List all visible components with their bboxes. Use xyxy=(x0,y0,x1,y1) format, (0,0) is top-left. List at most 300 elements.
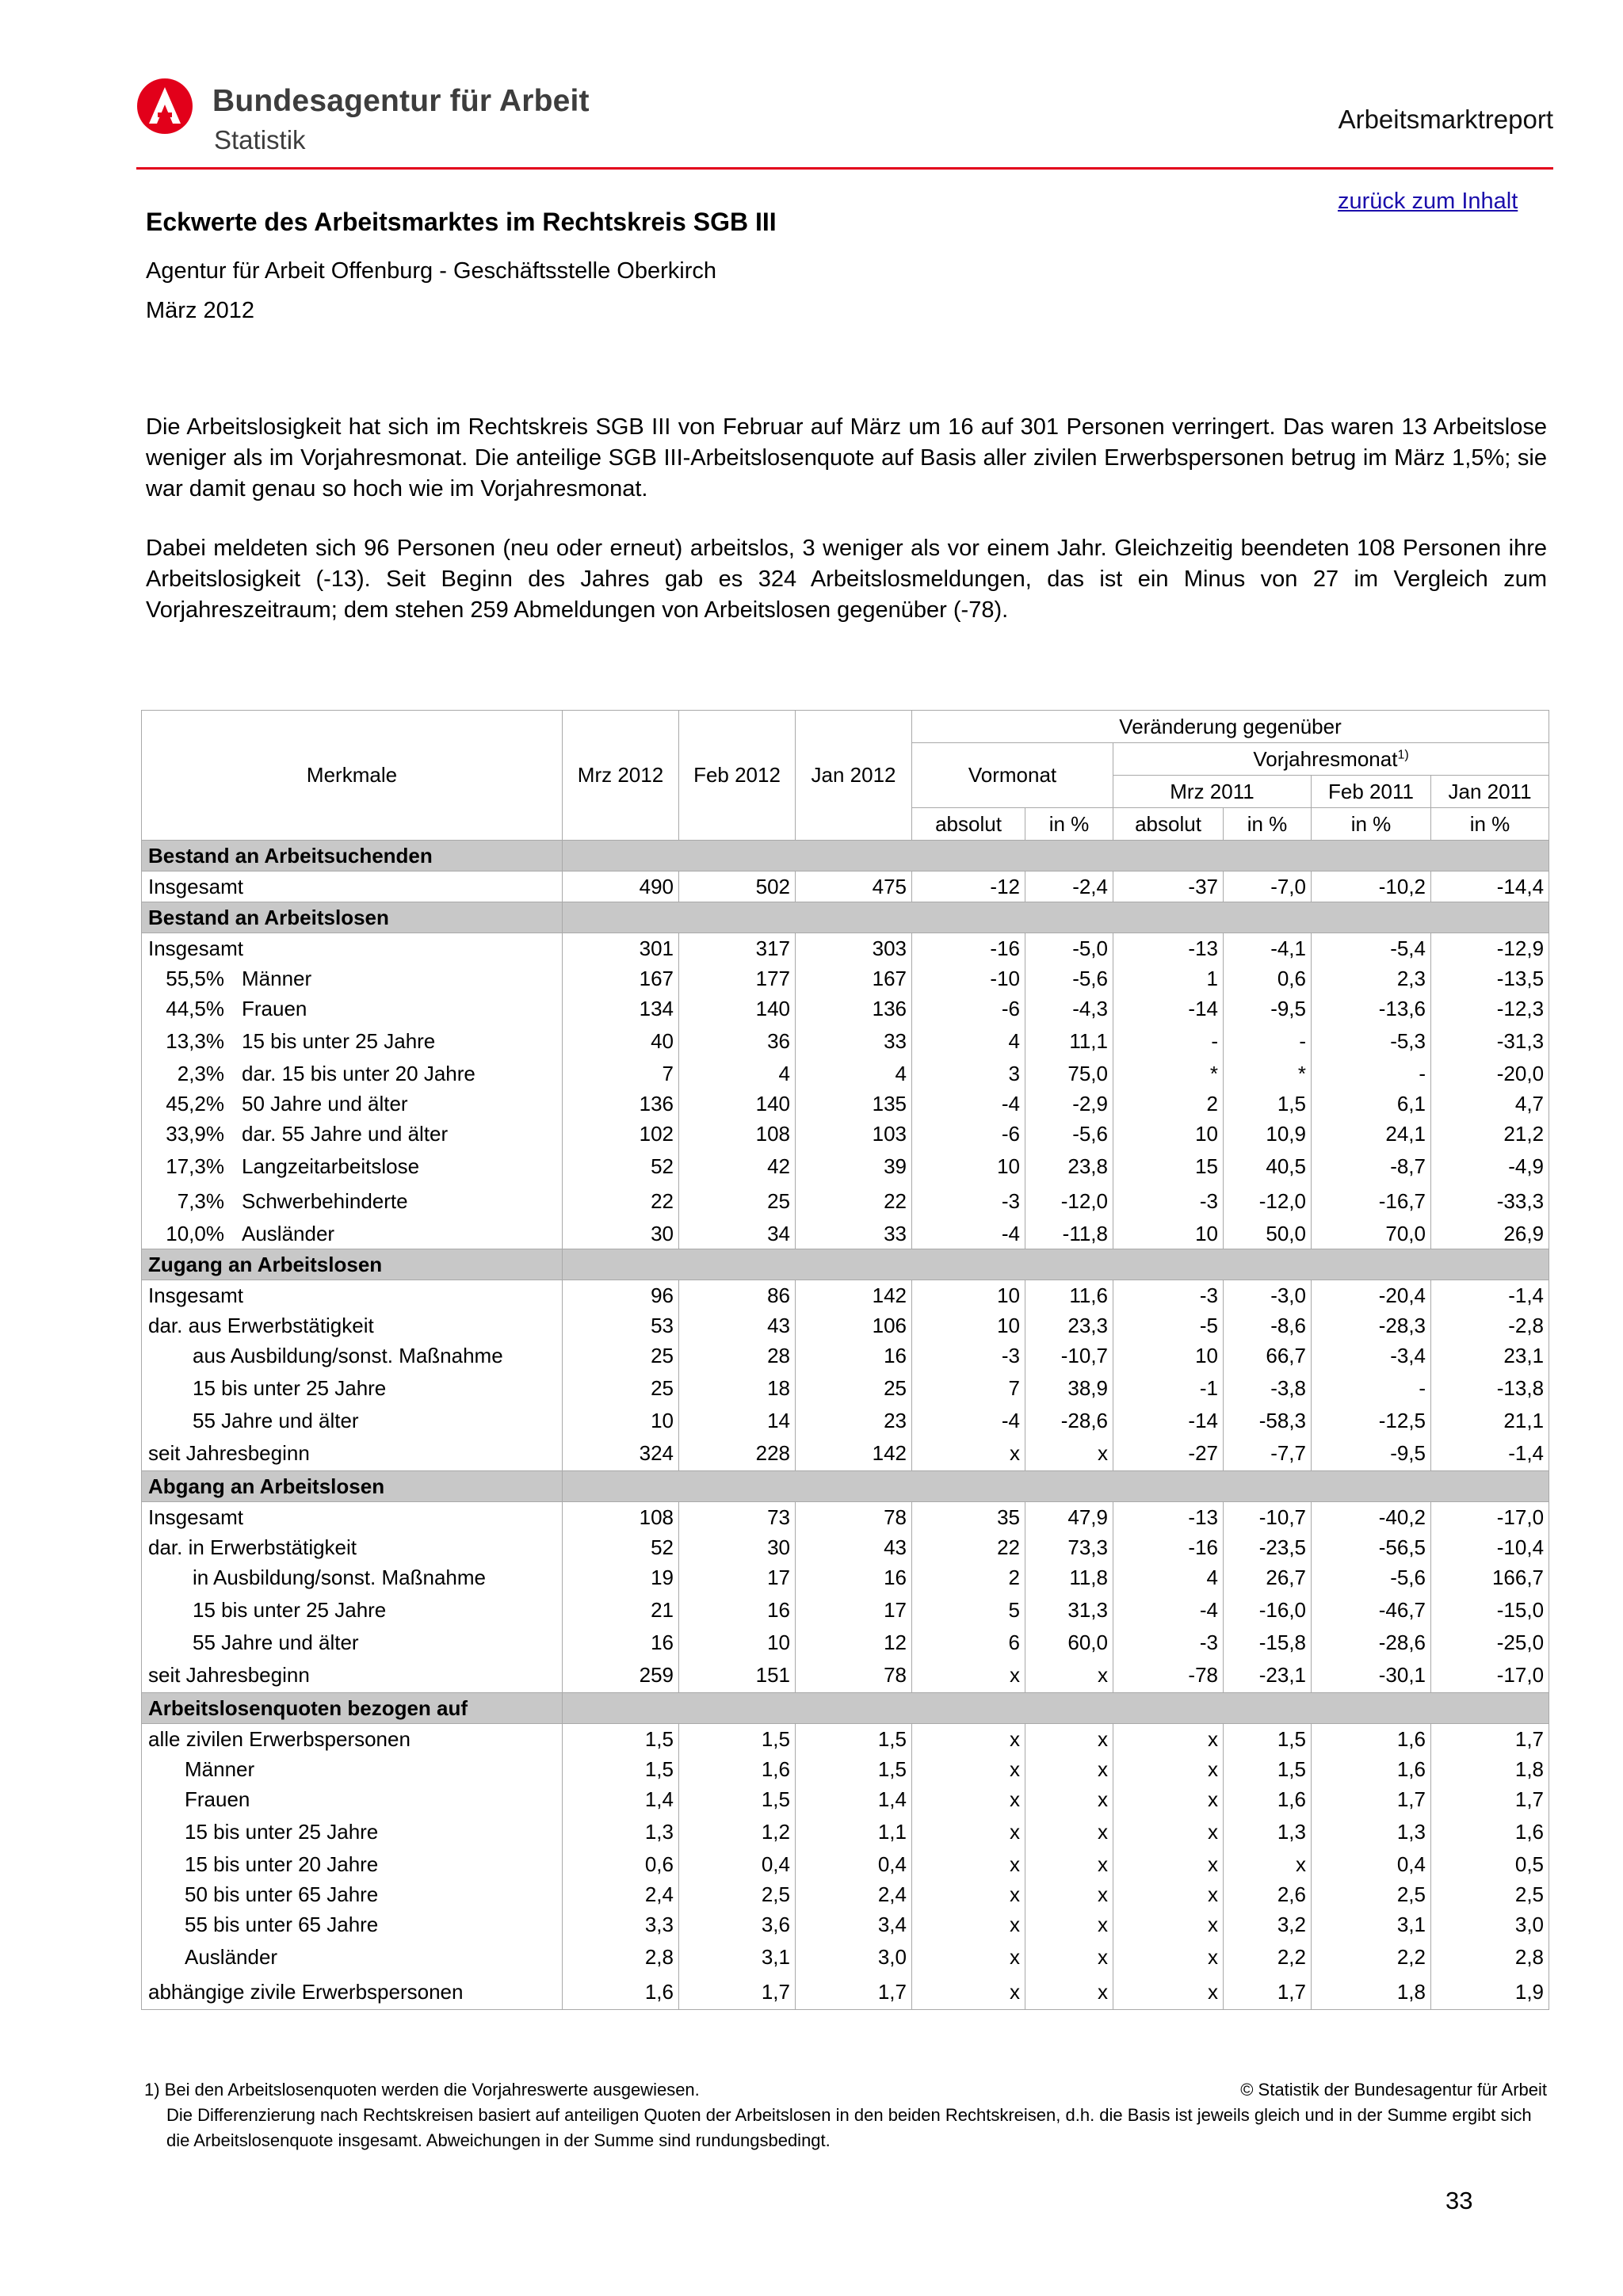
table-cell: 136 xyxy=(563,1089,679,1119)
agency-subtitle: Agentur für Arbeit Offenburg - Geschäftsstelle Oberkirch xyxy=(146,258,716,284)
table-cell: 3,1 xyxy=(679,1939,796,1974)
table-cell: 28 xyxy=(679,1341,796,1371)
header-in-pct: in % xyxy=(1312,808,1431,841)
table-cell: 1,2 xyxy=(679,1814,796,1849)
page-title: Eckwerte des Arbeitsmarktes im Rechtskreis SGB III xyxy=(146,208,777,236)
table-cell: 167 xyxy=(563,963,679,994)
table-cell: 21 xyxy=(563,1592,679,1627)
share-percent: 45,2% xyxy=(166,1091,224,1116)
row-label xyxy=(142,933,563,964)
table-cell: 52 xyxy=(563,1149,679,1184)
table-cell: 36 xyxy=(679,1024,796,1058)
table-cell: 34 xyxy=(679,1219,796,1249)
row-label-text: Insgesamt xyxy=(148,1283,243,1307)
table-cell: 40 xyxy=(563,1024,679,1058)
row-label xyxy=(142,963,563,994)
row-label xyxy=(142,1849,563,1879)
table-cell: 3,2 xyxy=(1224,1909,1312,1939)
table-cell: 1,9 xyxy=(1431,1974,1549,2010)
share-percent: 7,3% xyxy=(177,1188,224,1213)
header-absolut: absolut xyxy=(912,808,1025,841)
table-cell: -4 xyxy=(912,1405,1025,1436)
table-cell: 140 xyxy=(679,994,796,1024)
row-label-text: in Ausbildung/sonst. Maßnahme xyxy=(193,1565,486,1589)
table-row xyxy=(142,1909,1549,1939)
table-cell: 12 xyxy=(796,1627,912,1657)
labor-market-table xyxy=(141,710,1549,2010)
table-row xyxy=(142,871,1549,902)
table-cell: -10,7 xyxy=(1025,1341,1113,1371)
row-label-text: dar. 55 Jahre und älter xyxy=(242,1121,449,1146)
table-cell: -3 xyxy=(1113,1184,1224,1219)
table-cell: 35 xyxy=(912,1502,1025,1533)
header-feb-2012: Feb 2012 xyxy=(679,711,796,841)
row-label xyxy=(142,1657,563,1693)
section-header-row xyxy=(142,1471,1549,1502)
table-cell: 4,7 xyxy=(1431,1089,1549,1119)
table-cell: 108 xyxy=(679,1119,796,1149)
table-cell: x xyxy=(912,1724,1025,1755)
table-cell: 16 xyxy=(796,1341,912,1371)
table-cell: 6,1 xyxy=(1312,1089,1431,1119)
page-number: 33 xyxy=(1445,2187,1473,2214)
row-label xyxy=(142,1280,563,1311)
section-header-row xyxy=(142,1249,1549,1280)
table-cell: x xyxy=(1113,1814,1224,1849)
table-row xyxy=(142,1280,1549,1311)
table-cell: x xyxy=(1113,1849,1224,1879)
row-label xyxy=(142,1784,563,1814)
table-cell: -12,5 xyxy=(1312,1405,1431,1436)
table-cell: -28,3 xyxy=(1312,1310,1431,1341)
table-cell: 22 xyxy=(563,1184,679,1219)
header-in-pct: in % xyxy=(1025,808,1113,841)
table-cell: 25 xyxy=(563,1371,679,1405)
table-cell: 1,7 xyxy=(1431,1724,1549,1755)
table-cell: 26,7 xyxy=(1224,1562,1312,1592)
table-cell: -5,0 xyxy=(1025,933,1113,964)
row-label xyxy=(142,1310,563,1341)
table-cell: 135 xyxy=(796,1089,912,1119)
row-label-text: Schwerbehinderte xyxy=(242,1188,408,1213)
table-cell: 22 xyxy=(912,1532,1025,1562)
table-cell: x xyxy=(912,1974,1025,2010)
table-cell: 31,3 xyxy=(1025,1592,1113,1627)
table-cell: 2,5 xyxy=(1312,1879,1431,1909)
share-percent: 55,5% xyxy=(166,966,224,990)
table-cell: -17,0 xyxy=(1431,1502,1549,1533)
table-cell: x xyxy=(1113,1939,1224,1974)
table-cell: x xyxy=(1025,1849,1113,1879)
table-cell: 1,5 xyxy=(796,1754,912,1784)
table-cell: 1,3 xyxy=(1224,1814,1312,1849)
table-row xyxy=(142,1502,1549,1533)
table-cell: 1,7 xyxy=(1312,1784,1431,1814)
table-cell: 10 xyxy=(563,1405,679,1436)
table-cell: -28,6 xyxy=(1025,1405,1113,1436)
table-cell: -8,7 xyxy=(1312,1149,1431,1184)
table-cell: 1,5 xyxy=(679,1724,796,1755)
table-row xyxy=(142,1814,1549,1849)
row-label-text: dar. in Erwerbstätigkeit xyxy=(148,1535,357,1559)
table-cell: -9,5 xyxy=(1312,1436,1431,1471)
table-cell: -6 xyxy=(912,1119,1025,1149)
table-cell: 53 xyxy=(563,1310,679,1341)
table-cell: -17,0 xyxy=(1431,1657,1549,1693)
table-cell: -4,3 xyxy=(1025,994,1113,1024)
table-cell: x xyxy=(912,1939,1025,1974)
table-cell: x xyxy=(1025,1657,1113,1693)
table-cell: 5 xyxy=(912,1592,1025,1627)
table-cell: 103 xyxy=(796,1119,912,1149)
table-row xyxy=(142,1532,1549,1562)
table-cell: x xyxy=(912,1436,1025,1471)
row-label xyxy=(142,1405,563,1436)
table-cell: 2,5 xyxy=(1431,1879,1549,1909)
row-label-text: alle zivilen Erwerbspersonen xyxy=(148,1726,411,1751)
row-label-text: Insgesamt xyxy=(148,936,243,960)
row-label xyxy=(142,1939,563,1974)
report-label: Arbeitsmarktreport xyxy=(1338,105,1553,134)
table-cell: -16 xyxy=(1113,1532,1224,1562)
row-label xyxy=(142,871,563,902)
header-merkmale: Merkmale xyxy=(142,711,563,841)
table-cell: 16 xyxy=(679,1592,796,1627)
table-cell: 1,8 xyxy=(1312,1974,1431,2010)
table-cell: 19 xyxy=(563,1562,679,1592)
table-cell: x xyxy=(912,1784,1025,1814)
table-cell: -6 xyxy=(912,994,1025,1024)
row-label-text: Männer xyxy=(185,1756,255,1781)
table-cell: 3,1 xyxy=(1312,1909,1431,1939)
table-cell: -13,6 xyxy=(1312,994,1431,1024)
table-cell: 2 xyxy=(1113,1089,1224,1119)
table-cell: -3,8 xyxy=(1224,1371,1312,1405)
table-cell: 3,0 xyxy=(796,1939,912,1974)
table-cell: 3,3 xyxy=(563,1909,679,1939)
table-cell: -23,5 xyxy=(1224,1532,1312,1562)
row-label xyxy=(142,1724,563,1755)
section-header-row xyxy=(142,841,1549,871)
row-label-text: Männer xyxy=(242,966,312,990)
row-label-text: abhängige zivile Erwerbspersonen xyxy=(148,1979,464,2004)
table-cell: 17 xyxy=(679,1562,796,1592)
table-cell: 1,5 xyxy=(1224,1089,1312,1119)
table-cell: - xyxy=(1224,1024,1312,1058)
row-label-text: aus Ausbildung/sonst. Maßnahme xyxy=(193,1343,503,1367)
table-cell: 1,5 xyxy=(1224,1724,1312,1755)
table-cell: -13 xyxy=(1113,1502,1224,1533)
header-veraenderung: Veränderung gegenüber xyxy=(912,711,1549,743)
header-in-pct: in % xyxy=(1224,808,1312,841)
table-cell: 15 xyxy=(1113,1149,1224,1184)
section-header-row xyxy=(142,902,1549,933)
table-cell: x xyxy=(912,1909,1025,1939)
table-cell: 502 xyxy=(679,871,796,902)
table-cell: x xyxy=(912,1754,1025,1784)
table-cell: 22 xyxy=(796,1184,912,1219)
row-label xyxy=(142,1754,563,1784)
table-cell: 50,0 xyxy=(1224,1219,1312,1249)
row-label xyxy=(142,994,563,1024)
table-cell: -4,9 xyxy=(1431,1149,1549,1184)
row-label-text: 15 bis unter 25 Jahre xyxy=(193,1597,387,1622)
bundesagentur-logo-icon xyxy=(136,78,193,135)
row-label-text: dar. 15 bis unter 20 Jahre xyxy=(242,1061,475,1085)
table-cell: 30 xyxy=(563,1219,679,1249)
table-row xyxy=(142,1310,1549,1341)
table-cell: 106 xyxy=(796,1310,912,1341)
table-cell: 2,8 xyxy=(1431,1939,1549,1974)
table-cell: x xyxy=(1025,1974,1113,2010)
table-cell: x xyxy=(912,1657,1025,1693)
section-label: Arbeitslosenquoten bezogen auf xyxy=(142,1693,563,1724)
table-cell: -13,8 xyxy=(1431,1371,1549,1405)
row-label xyxy=(142,1879,563,1909)
row-label-text: dar. aus Erwerbstätigkeit xyxy=(148,1313,374,1337)
row-label xyxy=(142,1149,563,1184)
row-label-text: seit Jahresbeginn xyxy=(148,1440,310,1465)
table-cell: 1,6 xyxy=(1431,1814,1549,1849)
table-cell: x xyxy=(1025,1724,1113,1755)
header-mrz-2012: Mrz 2012 xyxy=(563,711,679,841)
table-cell: 136 xyxy=(796,994,912,1024)
table-cell: 10 xyxy=(679,1627,796,1657)
row-label xyxy=(142,1119,563,1149)
table-cell: 75,0 xyxy=(1025,1058,1113,1089)
table-cell: 14 xyxy=(679,1405,796,1436)
row-label xyxy=(142,1089,563,1119)
table-cell: -11,8 xyxy=(1025,1219,1113,1249)
table-cell: -3 xyxy=(1113,1627,1224,1657)
table-cell: 25 xyxy=(563,1341,679,1371)
header-mrz-2011: Mrz 2011 xyxy=(1113,776,1312,808)
table-cell: -4,1 xyxy=(1224,933,1312,964)
table-cell: -1,4 xyxy=(1431,1436,1549,1471)
table-row xyxy=(142,1849,1549,1879)
table-cell: 317 xyxy=(679,933,796,964)
table-row xyxy=(142,1119,1549,1149)
table-row xyxy=(142,1436,1549,1471)
table-cell: 16 xyxy=(796,1562,912,1592)
table-cell: x xyxy=(1025,1879,1113,1909)
table-cell: -2,8 xyxy=(1431,1310,1549,1341)
table-cell: -4 xyxy=(1113,1592,1224,1627)
table-row xyxy=(142,1879,1549,1909)
table-cell: 0,4 xyxy=(1312,1849,1431,1879)
table-cell: -14,4 xyxy=(1431,871,1549,902)
table-row xyxy=(142,963,1549,994)
table-cell: 301 xyxy=(563,933,679,964)
table-cell: 78 xyxy=(796,1657,912,1693)
table-cell: 66,7 xyxy=(1224,1341,1312,1371)
header-rule xyxy=(136,167,1553,170)
row-label xyxy=(142,1532,563,1562)
table-cell: - xyxy=(1113,1024,1224,1058)
table-cell: x xyxy=(912,1879,1025,1909)
table-cell: -10,2 xyxy=(1312,871,1431,902)
share-percent: 17,3% xyxy=(166,1154,224,1178)
table-cell: 1,8 xyxy=(1431,1754,1549,1784)
row-label-text: 15 bis unter 20 Jahre xyxy=(185,1852,379,1876)
row-label xyxy=(142,1219,563,1249)
header-in-pct: in % xyxy=(1431,808,1549,841)
row-label xyxy=(142,1909,563,1939)
table-cell: 166,7 xyxy=(1431,1562,1549,1592)
table-cell: 47,9 xyxy=(1025,1502,1113,1533)
header-vorjahresmonat-label: Vorjahresmonat xyxy=(1253,746,1398,771)
table-cell: -16 xyxy=(912,933,1025,964)
table-cell: -31,3 xyxy=(1431,1024,1549,1058)
table-cell: 2,5 xyxy=(679,1879,796,1909)
table-cell: -30,1 xyxy=(1312,1657,1431,1693)
table-cell: 73,3 xyxy=(1025,1532,1113,1562)
table-cell: -12,3 xyxy=(1431,994,1549,1024)
table-cell: 4 xyxy=(912,1024,1025,1058)
table-cell: -58,3 xyxy=(1224,1405,1312,1436)
row-label xyxy=(142,1024,563,1058)
table-cell: 140 xyxy=(679,1089,796,1119)
row-label xyxy=(142,1592,563,1627)
table-cell: 10 xyxy=(912,1310,1025,1341)
table-cell: 10 xyxy=(912,1280,1025,1311)
table-cell: 2,2 xyxy=(1224,1939,1312,1974)
table-cell: -1,4 xyxy=(1431,1280,1549,1311)
table-cell: 86 xyxy=(679,1280,796,1311)
table-cell: 10 xyxy=(1113,1219,1224,1249)
table-cell: 96 xyxy=(563,1280,679,1311)
table-cell: 1,3 xyxy=(563,1814,679,1849)
table-cell: 7 xyxy=(912,1371,1025,1405)
table-cell: 43 xyxy=(796,1532,912,1562)
table-cell: 30 xyxy=(679,1532,796,1562)
table-cell: -13 xyxy=(1113,933,1224,964)
table-row xyxy=(142,1657,1549,1693)
table-cell: 78 xyxy=(796,1502,912,1533)
table-row xyxy=(142,1405,1549,1436)
table-cell: 10 xyxy=(912,1149,1025,1184)
table-cell: x xyxy=(1113,1784,1224,1814)
row-label-text: 15 bis unter 25 Jahre xyxy=(242,1028,436,1053)
section-label: Bestand an Arbeitsuchenden xyxy=(142,841,563,871)
table-cell: -2,9 xyxy=(1025,1089,1113,1119)
table-cell: * xyxy=(1113,1058,1224,1089)
header-jan-2011: Jan 2011 xyxy=(1431,776,1549,808)
table-cell: 2,3 xyxy=(1312,963,1431,994)
table-cell: 0,4 xyxy=(679,1849,796,1879)
table-row xyxy=(142,1784,1549,1814)
table-cell: x xyxy=(912,1814,1025,1849)
table-cell: 1,7 xyxy=(1224,1974,1312,2010)
row-label xyxy=(142,1974,563,2010)
table-cell: 102 xyxy=(563,1119,679,1149)
table-cell: 24,1 xyxy=(1312,1119,1431,1149)
table-cell: 33 xyxy=(796,1024,912,1058)
table-cell: 0,5 xyxy=(1431,1849,1549,1879)
table-cell: 23,1 xyxy=(1431,1341,1549,1371)
row-label-text: Frauen xyxy=(185,1787,250,1811)
table-cell: 1,6 xyxy=(563,1974,679,2010)
table-cell: -40,2 xyxy=(1312,1502,1431,1533)
row-label xyxy=(142,1814,563,1849)
table-cell: -9,5 xyxy=(1224,994,1312,1024)
table-cell: x xyxy=(1025,1784,1113,1814)
table-cell: x xyxy=(1113,1754,1224,1784)
row-label-text: Insgesamt xyxy=(148,874,243,898)
table-cell: -3 xyxy=(912,1341,1025,1371)
copyright-text: © Statistik der Bundesagentur für Arbeit xyxy=(1240,2080,1547,2100)
table-cell: -10,4 xyxy=(1431,1532,1549,1562)
table-cell: 25 xyxy=(796,1371,912,1405)
table-cell: 42 xyxy=(679,1149,796,1184)
table-cell: -4 xyxy=(912,1219,1025,1249)
table-cell: -56,5 xyxy=(1312,1532,1431,1562)
row-label-text: seit Jahresbeginn xyxy=(148,1662,310,1687)
table-row xyxy=(142,1627,1549,1657)
header-absolut: absolut xyxy=(1113,808,1224,841)
table-cell: -14 xyxy=(1113,1405,1224,1436)
table-cell: 3,0 xyxy=(1431,1909,1549,1939)
table-cell: 73 xyxy=(679,1502,796,1533)
table-cell: x xyxy=(1113,1974,1224,2010)
table-header xyxy=(142,711,1549,841)
row-label xyxy=(142,1627,563,1657)
back-to-contents-link[interactable]: zurück zum Inhalt xyxy=(1338,189,1518,214)
table-cell: 10,9 xyxy=(1224,1119,1312,1149)
table-row xyxy=(142,1562,1549,1592)
table-cell: -20,4 xyxy=(1312,1280,1431,1311)
table-cell: x xyxy=(1025,1939,1113,1974)
footnote xyxy=(144,2077,1547,2153)
summary-paragraph: Die Arbeitslosigkeit hat sich im Rechtskreis SGB III von Februar auf März um 16 auf 301 Personen verringert. Das waren 13 Arbeitslose weniger als im Vorjahresmonat. Die anteilige SGB III-Arbeitslosenquote auf Basis aller zivilen Erwerbspersonen betrug im März 1,5%; sie war damit genau so hoch wie im Vorjahresmonat. xyxy=(146,414,1547,502)
table-cell: 3 xyxy=(912,1058,1025,1089)
table-cell: -7,7 xyxy=(1224,1436,1312,1471)
table-cell: 3,6 xyxy=(679,1909,796,1939)
org-subtitle: Statistik xyxy=(214,125,306,154)
table-cell: -15,8 xyxy=(1224,1627,1312,1657)
table-cell: x xyxy=(1025,1814,1113,1849)
table-row xyxy=(142,1219,1549,1249)
table-row xyxy=(142,1754,1549,1784)
table-cell: 4 xyxy=(1113,1562,1224,1592)
table-cell: 2,2 xyxy=(1312,1939,1431,1974)
row-label-text: Ausländer xyxy=(185,1944,278,1969)
table-cell: x xyxy=(1025,1754,1113,1784)
row-label-text: Ausländer xyxy=(242,1221,335,1245)
table-cell: -12 xyxy=(912,871,1025,902)
table-cell: x xyxy=(1113,1879,1224,1909)
header-vormonat: Vormonat xyxy=(912,743,1113,808)
table-cell: * xyxy=(1224,1058,1312,1089)
table-cell: -5,6 xyxy=(1312,1562,1431,1592)
share-percent: 13,3% xyxy=(166,1028,224,1053)
table-cell: -28,6 xyxy=(1312,1627,1431,1657)
page-header xyxy=(136,78,1553,170)
table-cell: -16,7 xyxy=(1312,1184,1431,1219)
row-label-text: 15 bis unter 25 Jahre xyxy=(185,1819,379,1844)
table-cell: 4 xyxy=(796,1058,912,1089)
table-cell: 6 xyxy=(912,1627,1025,1657)
share-percent: 10,0% xyxy=(166,1221,224,1245)
table-cell: -8,6 xyxy=(1224,1310,1312,1341)
row-label xyxy=(142,1562,563,1592)
table-cell: 10 xyxy=(1113,1119,1224,1149)
org-name: Bundesagentur für Arbeit xyxy=(212,84,590,118)
table-cell: 303 xyxy=(796,933,912,964)
summary-paragraph: Dabei meldeten sich 96 Personen (neu oder erneut) arbeitslos, 3 weniger als vor einem Jahr. Gleichzeitig beendeten 108 Personen ihre Arbeitslosigkeit (-13). Seit Beginn des Jahres gab es 324 Arbeitslosmeldungen, das ist ein Minus von 27 im Vergleich zum Vorjahreszeitraum; dem stehen 259 Abmeldungen von Arbeitslosen gegenüber (-78). xyxy=(146,536,1547,623)
table-cell: 26,9 xyxy=(1431,1219,1549,1249)
row-label-text: 55 Jahre und älter xyxy=(193,1408,359,1432)
